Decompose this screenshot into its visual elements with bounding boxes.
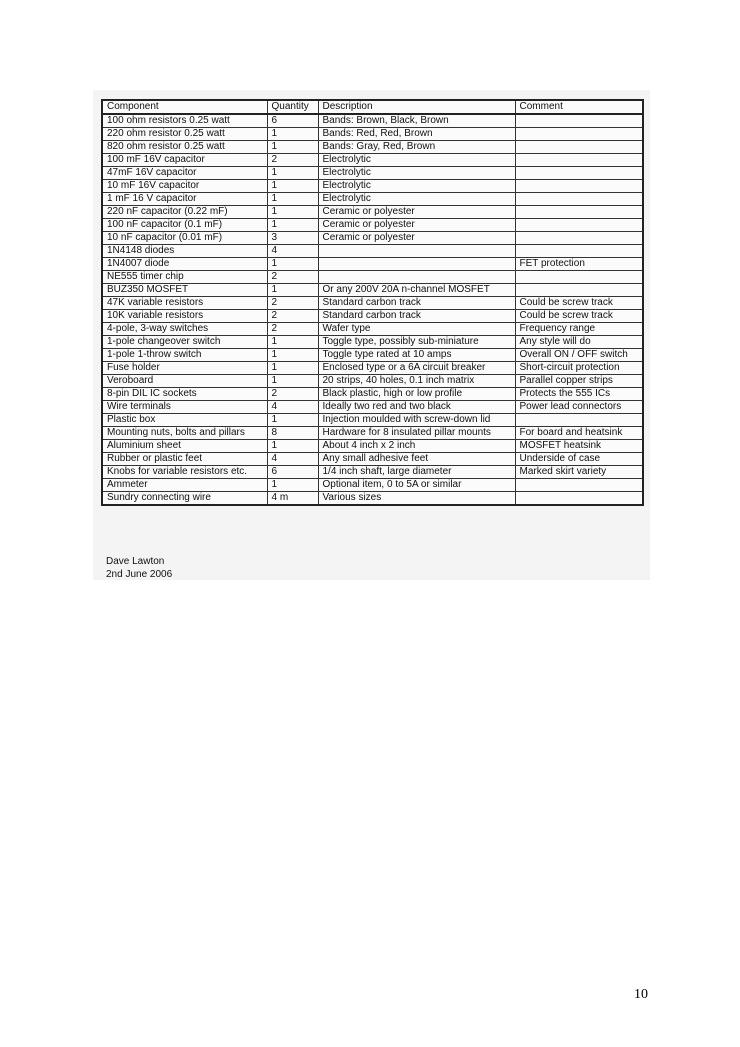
cell-component: 220 nF capacitor (0.22 mF) bbox=[102, 206, 267, 219]
cell-description: Optional item, 0 to 5A or similar bbox=[318, 479, 515, 492]
table-row bbox=[102, 219, 643, 232]
table-row bbox=[102, 167, 643, 180]
cell-description: Bands: Red, Red, Brown bbox=[318, 128, 515, 141]
table-row bbox=[102, 401, 643, 414]
cell-component: 10 mF 16V capacitor bbox=[102, 180, 267, 193]
cell-quantity: 1 bbox=[267, 479, 318, 492]
cell-quantity: 1 bbox=[267, 258, 318, 271]
cell-quantity: 2 bbox=[267, 323, 318, 336]
cell-component: Mounting nuts, bolts and pillars bbox=[102, 427, 267, 440]
cell-comment bbox=[515, 245, 643, 258]
table-row bbox=[102, 479, 643, 492]
cell-comment: Any style will do bbox=[515, 336, 643, 349]
cell-component: 10K variable resistors bbox=[102, 310, 267, 323]
cell-quantity: 1 bbox=[267, 375, 318, 388]
table-row bbox=[102, 323, 643, 336]
cell-comment bbox=[515, 141, 643, 154]
cell-quantity: 4 m bbox=[267, 492, 318, 506]
cell-component: 1-pole 1-throw switch bbox=[102, 349, 267, 362]
table-row bbox=[102, 141, 643, 154]
cell-component: 10 nF capacitor (0.01 mF) bbox=[102, 232, 267, 245]
table-row bbox=[102, 297, 643, 310]
cell-component: Aluminium sheet bbox=[102, 440, 267, 453]
cell-component: 8-pin DIL IC sockets bbox=[102, 388, 267, 401]
cell-quantity: 1 bbox=[267, 349, 318, 362]
table-row bbox=[102, 310, 643, 323]
cell-quantity: 1 bbox=[267, 206, 318, 219]
table-row bbox=[102, 114, 643, 128]
table-row bbox=[102, 193, 643, 206]
cell-quantity: 1 bbox=[267, 219, 318, 232]
cell-quantity: 1 bbox=[267, 414, 318, 427]
cell-comment bbox=[515, 128, 643, 141]
cell-comment bbox=[515, 414, 643, 427]
cell-description: Black plastic, high or low profile bbox=[318, 388, 515, 401]
table-row bbox=[102, 466, 643, 479]
cell-description: Electrolytic bbox=[318, 154, 515, 167]
cell-description: Wafer type bbox=[318, 323, 515, 336]
cell-description: Electrolytic bbox=[318, 180, 515, 193]
table-row bbox=[102, 128, 643, 141]
cell-quantity: 2 bbox=[267, 388, 318, 401]
header-description: Description bbox=[318, 100, 515, 114]
table-header-row bbox=[102, 100, 643, 114]
cell-comment bbox=[515, 193, 643, 206]
cell-quantity: 3 bbox=[267, 232, 318, 245]
cell-quantity: 4 bbox=[267, 453, 318, 466]
cell-quantity: 1 bbox=[267, 128, 318, 141]
cell-comment bbox=[515, 167, 643, 180]
table-row bbox=[102, 427, 643, 440]
cell-description: Standard carbon track bbox=[318, 297, 515, 310]
cell-quantity: 6 bbox=[267, 466, 318, 479]
table-row bbox=[102, 271, 643, 284]
cell-description bbox=[318, 245, 515, 258]
cell-comment bbox=[515, 271, 643, 284]
cell-quantity: 2 bbox=[267, 154, 318, 167]
author-block bbox=[106, 555, 172, 581]
cell-description: Enclosed type or a 6A circuit breaker bbox=[318, 362, 515, 375]
header-component: Component bbox=[102, 100, 267, 114]
cell-comment bbox=[515, 154, 643, 167]
parts-list-table bbox=[101, 99, 644, 506]
cell-description: Toggle type, possibly sub-miniature bbox=[318, 336, 515, 349]
cell-comment bbox=[515, 479, 643, 492]
cell-quantity: 1 bbox=[267, 336, 318, 349]
cell-component: Wire terminals bbox=[102, 401, 267, 414]
cell-component: Knobs for variable resistors etc. bbox=[102, 466, 267, 479]
table-row bbox=[102, 388, 643, 401]
table-row bbox=[102, 414, 643, 427]
cell-component: Fuse holder bbox=[102, 362, 267, 375]
table-row bbox=[102, 440, 643, 453]
cell-comment: Could be screw track bbox=[515, 297, 643, 310]
cell-quantity: 4 bbox=[267, 401, 318, 414]
cell-comment bbox=[515, 114, 643, 128]
cell-comment bbox=[515, 219, 643, 232]
cell-component: 4-pole, 3-way switches bbox=[102, 323, 267, 336]
cell-quantity: 8 bbox=[267, 427, 318, 440]
cell-comment: Frequency range bbox=[515, 323, 643, 336]
cell-description: Bands: Brown, Black, Brown bbox=[318, 114, 515, 128]
author-date: 2nd June 2006 bbox=[106, 569, 173, 580]
cell-comment: Could be screw track bbox=[515, 310, 643, 323]
cell-component: 100 mF 16V capacitor bbox=[102, 154, 267, 167]
cell-description: Hardware for 8 insulated pillar mounts bbox=[318, 427, 515, 440]
cell-quantity: 1 bbox=[267, 362, 318, 375]
cell-comment bbox=[515, 206, 643, 219]
table-row bbox=[102, 375, 643, 388]
table-row bbox=[102, 349, 643, 362]
table-row bbox=[102, 154, 643, 167]
cell-component: Sundry connecting wire bbox=[102, 492, 267, 506]
cell-comment bbox=[515, 284, 643, 297]
cell-comment: Protects the 555 ICs bbox=[515, 388, 643, 401]
cell-quantity: 1 bbox=[267, 141, 318, 154]
cell-description: About 4 inch x 2 inch bbox=[318, 440, 515, 453]
cell-component: NE555 timer chip bbox=[102, 271, 267, 284]
cell-description: Toggle type rated at 10 amps bbox=[318, 349, 515, 362]
cell-component: Rubber or plastic feet bbox=[102, 453, 267, 466]
cell-component: 1N4148 diodes bbox=[102, 245, 267, 258]
cell-quantity: 1 bbox=[267, 440, 318, 453]
cell-comment: Parallel copper strips bbox=[515, 375, 643, 388]
cell-quantity: 1 bbox=[267, 167, 318, 180]
cell-quantity: 2 bbox=[267, 271, 318, 284]
cell-comment bbox=[515, 492, 643, 506]
cell-quantity: 1 bbox=[267, 193, 318, 206]
cell-comment bbox=[515, 232, 643, 245]
cell-comment: Underside of case bbox=[515, 453, 643, 466]
cell-comment: Power lead connectors bbox=[515, 401, 643, 414]
cell-description: Ceramic or polyester bbox=[318, 232, 515, 245]
table-row bbox=[102, 362, 643, 375]
table-row bbox=[102, 258, 643, 271]
cell-quantity: 4 bbox=[267, 245, 318, 258]
cell-component: Ammeter bbox=[102, 479, 267, 492]
cell-component: 47mF 16V capacitor bbox=[102, 167, 267, 180]
cell-comment: FET protection bbox=[515, 258, 643, 271]
cell-description bbox=[318, 258, 515, 271]
cell-description: Standard carbon track bbox=[318, 310, 515, 323]
cell-description: 1/4 inch shaft, large diameter bbox=[318, 466, 515, 479]
header-comment: Comment bbox=[515, 100, 643, 114]
cell-description: Electrolytic bbox=[318, 193, 515, 206]
table-row bbox=[102, 206, 643, 219]
cell-quantity: 2 bbox=[267, 297, 318, 310]
cell-comment: For board and heatsink bbox=[515, 427, 643, 440]
cell-description: Bands: Gray, Red, Brown bbox=[318, 141, 515, 154]
cell-component: 1N4007 diode bbox=[102, 258, 267, 271]
cell-component: 47K variable resistors bbox=[102, 297, 267, 310]
cell-component: 100 nF capacitor (0.1 mF) bbox=[102, 219, 267, 232]
cell-description: Any small adhesive feet bbox=[318, 453, 515, 466]
cell-description: Various sizes bbox=[318, 492, 515, 506]
cell-description: Ceramic or polyester bbox=[318, 219, 515, 232]
table-row bbox=[102, 336, 643, 349]
table-row bbox=[102, 492, 643, 506]
cell-comment: Short-circuit protection bbox=[515, 362, 643, 375]
cell-quantity: 1 bbox=[267, 284, 318, 297]
cell-comment: Overall ON / OFF switch bbox=[515, 349, 643, 362]
cell-component: 820 ohm resistor 0.25 watt bbox=[102, 141, 267, 154]
cell-comment: Marked skirt variety bbox=[515, 466, 643, 479]
cell-comment bbox=[515, 180, 643, 193]
cell-component: 100 ohm resistors 0.25 watt bbox=[102, 114, 267, 128]
cell-quantity: 6 bbox=[267, 114, 318, 128]
cell-quantity: 2 bbox=[267, 310, 318, 323]
author-name: Dave Lawton bbox=[106, 556, 165, 567]
cell-description: Ceramic or polyester bbox=[318, 206, 515, 219]
cell-comment: MOSFET heatsink bbox=[515, 440, 643, 453]
cell-component: 1 mF 16 V capacitor bbox=[102, 193, 267, 206]
cell-description bbox=[318, 271, 515, 284]
table-row bbox=[102, 245, 643, 258]
header-quantity: Quantity bbox=[267, 100, 318, 114]
table-row bbox=[102, 284, 643, 297]
page-number: 10 bbox=[634, 987, 648, 1002]
cell-quantity: 1 bbox=[267, 180, 318, 193]
cell-description: Injection moulded with screw-down lid bbox=[318, 414, 515, 427]
cell-component: Veroboard bbox=[102, 375, 267, 388]
cell-component: BUZ350 MOSFET bbox=[102, 284, 267, 297]
parts-list-body bbox=[102, 114, 643, 505]
cell-description: 20 strips, 40 holes, 0.1 inch matrix bbox=[318, 375, 515, 388]
table-row bbox=[102, 232, 643, 245]
cell-description: Electrolytic bbox=[318, 167, 515, 180]
cell-component: 1-pole changeover switch bbox=[102, 336, 267, 349]
table-row bbox=[102, 180, 643, 193]
cell-component: Plastic box bbox=[102, 414, 267, 427]
cell-description: Or any 200V 20A n-channel MOSFET bbox=[318, 284, 515, 297]
cell-description: Ideally two red and two black bbox=[318, 401, 515, 414]
table-row bbox=[102, 453, 643, 466]
cell-component: 220 ohm resistor 0.25 watt bbox=[102, 128, 267, 141]
